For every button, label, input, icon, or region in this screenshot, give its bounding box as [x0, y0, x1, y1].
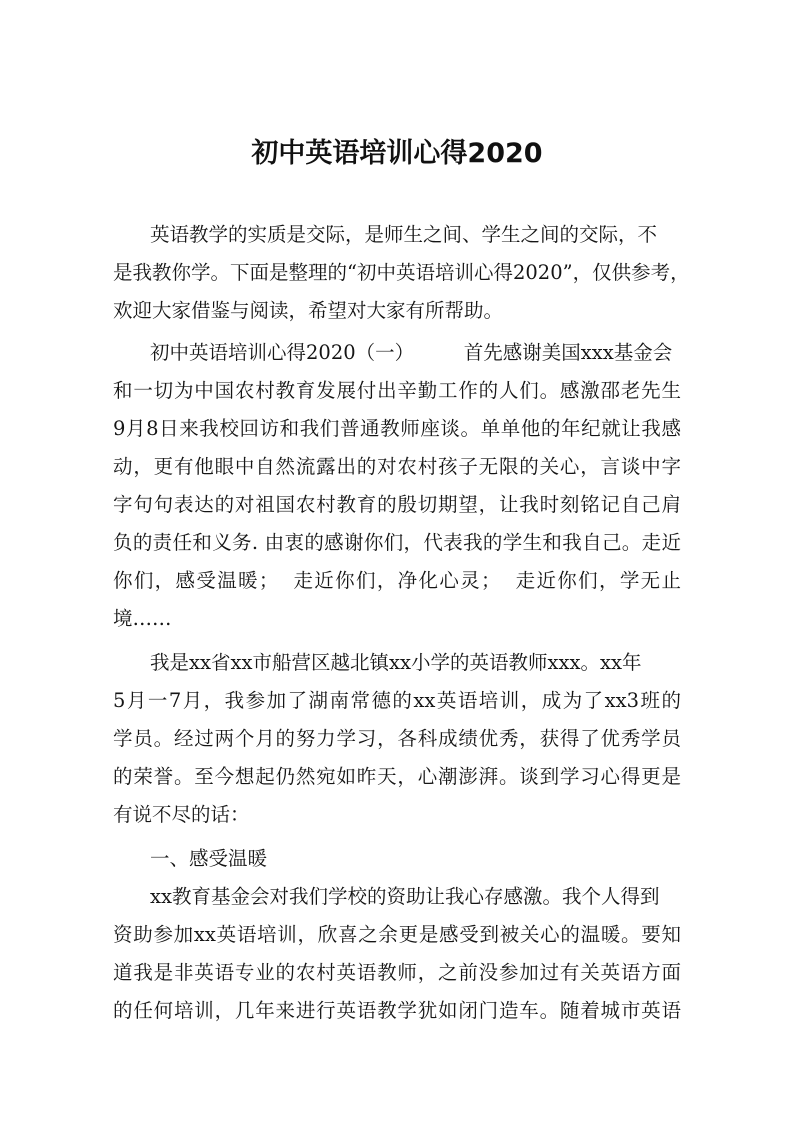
paragraph-line: 的任何培训，几年来进行英语教学犹如闭门造车。随着城市英语 [113, 999, 681, 1022]
paragraph-line: 欢迎大家借鉴与阅读，希望对大家有所帮助。 [113, 299, 504, 322]
paragraph-line: 境…… [113, 607, 172, 630]
paragraph-line: 是我教你学。下面是整理的“初中英语培训心得2020”，仅供参考， [113, 261, 690, 284]
paragraph-line: 的荣誉。至今想起仍然宛如昨天，心潮澎湃。谈到学习心得更是 [113, 765, 681, 788]
paragraph-line: 动，更有他眼中自然流露出的对农村孩子无限的关心，言谈中字 [113, 455, 681, 478]
paragraph-line: 9月8日来我校回访和我们普通教师座谈。单单他的年纪就让我感 [113, 417, 681, 440]
document-title: 初中英语培训心得2020 [251, 138, 543, 169]
paragraph-line: 学员。经过两个月的努力学习，各科成绩优秀，获得了优秀学员 [113, 727, 681, 750]
paragraph-line: 道我是非英语专业的农村英语教师，之前没参加过有关英语方面 [113, 961, 681, 984]
paragraph-line: 字句句表达的对祖国农村教育的殷切期望，让我时刻铭记自己肩 [113, 493, 681, 516]
paragraph-line: 英语教学的实质是交际，是师生之间、学生之间的交际，不 [150, 223, 658, 246]
paragraph-line: 5月一7月，我参加了湖南常德的xx英语培训，成为了xx3班的 [113, 689, 681, 712]
paragraph-line: 负的责任和义务. 由衷的感谢你们，代表我的学生和我自己。走近 [113, 531, 681, 554]
paragraph-line: 资助参加xx英语培训，欣喜之余更是感受到被关心的温暖。要知 [113, 923, 681, 946]
paragraph-line: 和一切为中国农村教育发展付出辛勤工作的人们。感激邵老先生 [113, 379, 681, 402]
paragraph-line: xx教育基金会对我们学校的资助让我心存感激。我个人得到 [150, 885, 660, 908]
paragraph-line: 有说不尽的话： [113, 803, 250, 826]
paragraph-line: 你们，感受温暖； 走近你们，净化心灵； 走近你们，学无止 [113, 569, 681, 592]
paragraph-line: 我是xx省xx市船营区越北镇xx小学的英语教师xxx。xx年 [150, 651, 642, 674]
subheading-feel-warmth: 一、感受温暖 [150, 847, 268, 870]
section-heading-line: 初中英语培训心得2020（一） 首先感谢美国xxx基金会 [150, 341, 673, 364]
